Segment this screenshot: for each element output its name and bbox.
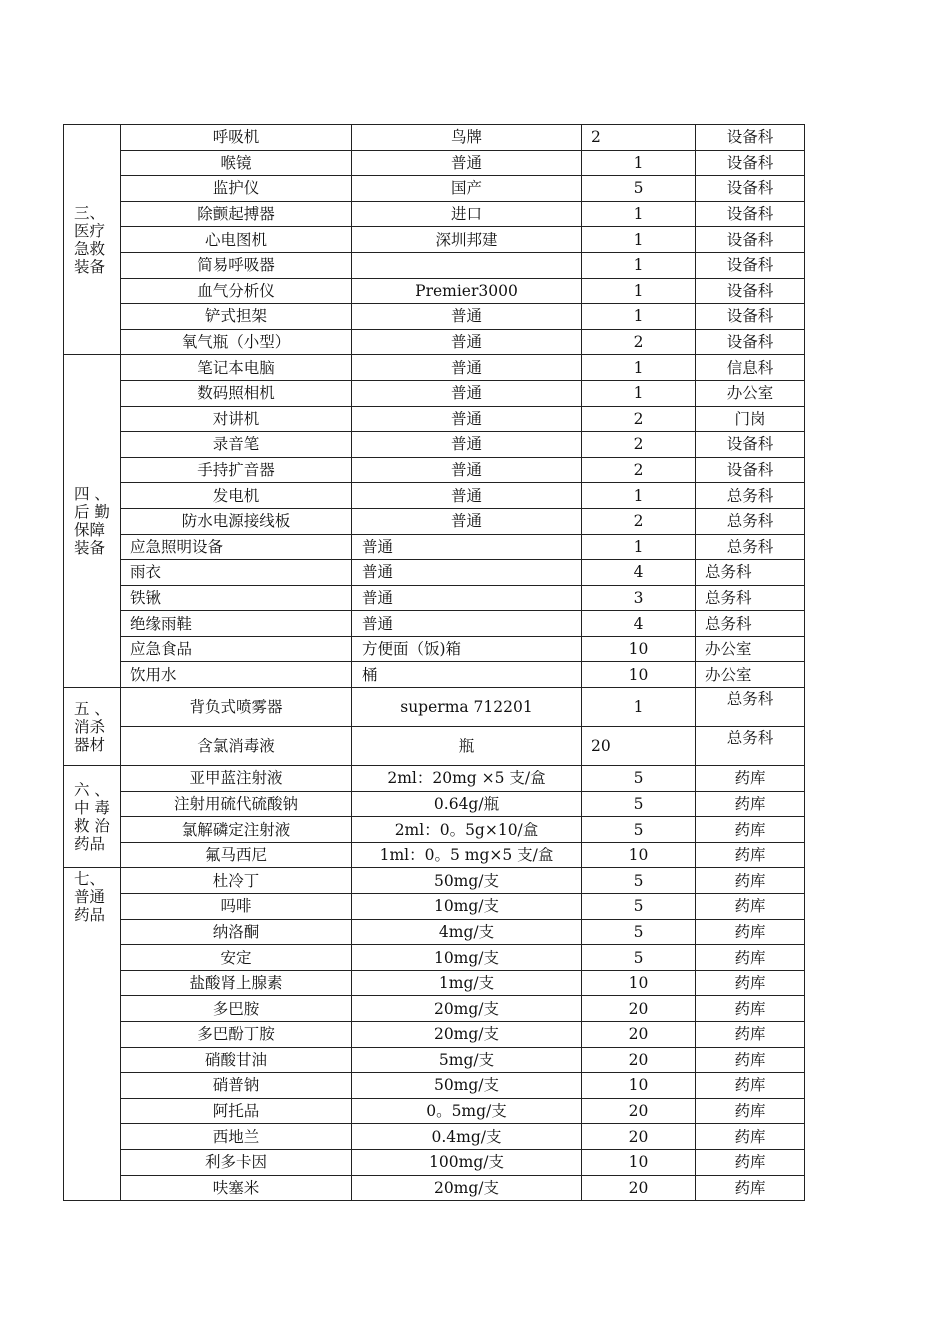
table-row xyxy=(64,1047,805,1073)
item-name-cell: 发电机 xyxy=(121,483,352,509)
item-qty-cell: 2 xyxy=(582,125,696,151)
item-dept-cell: 药库 xyxy=(696,945,805,971)
table-row xyxy=(64,842,805,868)
category-label-line: 器材 xyxy=(74,735,106,754)
item-qty-cell: 5 xyxy=(582,176,696,202)
item-dept-cell: 设备科 xyxy=(696,432,805,458)
item-qty-cell: 2 xyxy=(582,406,696,432)
item-spec-cell: 普通 xyxy=(352,406,582,432)
item-spec-cell: 普通 xyxy=(352,585,582,611)
table-row xyxy=(64,791,805,817)
item-name-cell: 阿托品 xyxy=(121,1098,352,1124)
item-dept-cell: 设备科 xyxy=(696,176,805,202)
item-name-cell: 亚甲蓝注射液 xyxy=(121,766,352,792)
table-row xyxy=(64,150,805,176)
item-qty-cell: 1 xyxy=(582,252,696,278)
table-row xyxy=(64,766,805,792)
table-row xyxy=(64,1124,805,1150)
item-qty-cell: 5 xyxy=(582,945,696,971)
item-dept-cell: 药库 xyxy=(696,842,805,868)
item-qty-cell: 5 xyxy=(582,817,696,843)
table-row xyxy=(64,1022,805,1048)
table-row xyxy=(64,1098,805,1124)
category-label-line: 六 、 xyxy=(74,780,110,799)
category-label-line: 装备 xyxy=(74,257,106,276)
item-dept-cell: 药库 xyxy=(696,791,805,817)
item-name-cell: 绝缘雨鞋 xyxy=(121,611,352,637)
item-dept-cell: 信息科 xyxy=(696,355,805,381)
category-cell xyxy=(64,125,121,355)
item-spec-cell: 普通 xyxy=(352,483,582,509)
category-label-line: 保障 xyxy=(74,521,106,540)
item-name-cell: 杜冷丁 xyxy=(121,868,352,894)
item-dept-cell: 药库 xyxy=(696,1047,805,1073)
item-name-cell: 对讲机 xyxy=(121,406,352,432)
item-dept-cell: 设备科 xyxy=(696,278,805,304)
category-cell xyxy=(64,355,121,688)
table-row xyxy=(64,919,805,945)
table-row xyxy=(64,355,805,381)
item-name-cell: 硝普钠 xyxy=(121,1073,352,1099)
equipment-table xyxy=(63,124,805,1201)
item-qty-cell: 20 xyxy=(582,1175,696,1201)
item-qty-cell: 5 xyxy=(582,868,696,894)
item-spec-cell: 普通 xyxy=(352,611,582,637)
item-name-cell: 含氯消毒液 xyxy=(121,727,352,766)
item-dept-cell: 设备科 xyxy=(696,252,805,278)
item-dept-cell: 总务科 xyxy=(696,688,805,727)
item-spec-cell: 进口 xyxy=(352,201,582,227)
item-dept-cell: 总务科 xyxy=(696,534,805,560)
item-qty-cell: 1 xyxy=(582,304,696,330)
table-row xyxy=(64,560,805,586)
item-spec-cell: superma 712201 xyxy=(352,688,582,727)
item-dept-cell: 药库 xyxy=(696,919,805,945)
item-dept-cell: 药库 xyxy=(696,1098,805,1124)
item-qty-cell: 1 xyxy=(582,201,696,227)
item-dept-cell: 设备科 xyxy=(696,201,805,227)
item-spec-cell: 2ml：20mg ×5 支/盒 xyxy=(352,766,582,792)
item-spec-cell: 10mg/支 xyxy=(352,945,582,971)
item-spec-cell: 0。5mg/支 xyxy=(352,1098,582,1124)
category-label-line: 消杀 xyxy=(74,717,106,736)
item-qty-cell: 10 xyxy=(582,970,696,996)
item-dept-cell: 药库 xyxy=(696,766,805,792)
item-spec-cell: Premier3000 xyxy=(352,278,582,304)
category-label-line: 中 毒 xyxy=(74,798,110,817)
item-name-cell: 血气分析仪 xyxy=(121,278,352,304)
item-dept-cell: 药库 xyxy=(696,970,805,996)
item-qty-cell: 2 xyxy=(582,432,696,458)
item-dept-cell: 办公室 xyxy=(696,380,805,406)
item-spec-cell xyxy=(352,252,582,278)
item-qty-cell: 1 xyxy=(582,688,696,727)
item-dept-cell: 总务科 xyxy=(696,585,805,611)
item-qty-cell: 1 xyxy=(582,150,696,176)
item-spec-cell: 20mg/支 xyxy=(352,1175,582,1201)
item-qty-cell: 1 xyxy=(582,483,696,509)
table-row xyxy=(64,945,805,971)
item-spec-cell: 0.4mg/支 xyxy=(352,1124,582,1150)
item-qty-cell: 5 xyxy=(582,766,696,792)
category-label-line: 五 、 xyxy=(74,699,110,718)
item-qty-cell: 2 xyxy=(582,508,696,534)
item-dept-cell: 总务科 xyxy=(696,508,805,534)
item-name-cell: 呋塞米 xyxy=(121,1175,352,1201)
table-row xyxy=(64,432,805,458)
table-row xyxy=(64,636,805,662)
item-spec-cell: 普通 xyxy=(352,432,582,458)
category-label-line: 七、 xyxy=(74,870,106,889)
item-dept-cell: 药库 xyxy=(696,1073,805,1099)
item-spec-cell: 普通 xyxy=(352,508,582,534)
item-qty-cell: 20 xyxy=(582,1124,696,1150)
item-spec-cell: 普通 xyxy=(352,560,582,586)
category-label-line: 急救 xyxy=(74,239,106,258)
item-name-cell: 安定 xyxy=(121,945,352,971)
item-dept-cell: 办公室 xyxy=(696,636,805,662)
item-qty-cell: 20 xyxy=(582,996,696,1022)
table-row xyxy=(64,483,805,509)
item-dept-cell: 药库 xyxy=(696,996,805,1022)
table-row xyxy=(64,727,805,766)
item-spec-cell: 2ml：0。5g×10/盒 xyxy=(352,817,582,843)
item-qty-cell: 5 xyxy=(582,894,696,920)
item-name-cell: 硝酸甘油 xyxy=(121,1047,352,1073)
category-label-line: 医疗 xyxy=(74,221,106,240)
table-row xyxy=(64,970,805,996)
table-row xyxy=(64,406,805,432)
item-qty-cell: 10 xyxy=(582,842,696,868)
item-qty-cell: 10 xyxy=(582,1149,696,1175)
table-row xyxy=(64,534,805,560)
item-dept-cell: 药库 xyxy=(696,1124,805,1150)
item-qty-cell: 1 xyxy=(582,355,696,381)
item-spec-cell: 普通 xyxy=(352,457,582,483)
table-row xyxy=(64,868,805,894)
table-row xyxy=(64,201,805,227)
table-row xyxy=(64,278,805,304)
item-dept-cell: 设备科 xyxy=(696,227,805,253)
item-spec-cell: 1mg/支 xyxy=(352,970,582,996)
item-spec-cell: 鸟牌 xyxy=(352,125,582,151)
category-cell xyxy=(64,688,121,766)
table-row xyxy=(64,662,805,688)
item-spec-cell: 1ml：0。5 mg×5 支/盒 xyxy=(352,842,582,868)
item-name-cell: 录音笔 xyxy=(121,432,352,458)
item-name-cell: 应急照明设备 xyxy=(121,534,352,560)
table-row xyxy=(64,508,805,534)
category-label-line: 药品 xyxy=(74,906,106,925)
item-qty-cell: 3 xyxy=(582,585,696,611)
category-label-line: 救 治 xyxy=(74,816,110,835)
item-name-cell: 纳洛酮 xyxy=(121,919,352,945)
table-row xyxy=(64,894,805,920)
item-name-cell: 数码照相机 xyxy=(121,380,352,406)
item-qty-cell: 10 xyxy=(582,662,696,688)
table-row xyxy=(64,1149,805,1175)
item-name-cell: 吗啡 xyxy=(121,894,352,920)
item-dept-cell: 总务科 xyxy=(696,560,805,586)
item-name-cell: 氧气瓶（小型） xyxy=(121,329,352,355)
table-row xyxy=(64,688,805,727)
category-label-line: 装备 xyxy=(74,539,106,558)
item-name-cell: 手持扩音器 xyxy=(121,457,352,483)
item-spec-cell: 20mg/支 xyxy=(352,996,582,1022)
table-row xyxy=(64,1073,805,1099)
item-qty-cell: 1 xyxy=(582,534,696,560)
table-row xyxy=(64,329,805,355)
table-row xyxy=(64,252,805,278)
item-spec-cell: 4mg/支 xyxy=(352,919,582,945)
table-row xyxy=(64,304,805,330)
item-name-cell: 背负式喷雾器 xyxy=(121,688,352,727)
category-cell xyxy=(64,868,121,1201)
item-name-cell: 盐酸肾上腺素 xyxy=(121,970,352,996)
item-name-cell: 防水电源接线板 xyxy=(121,508,352,534)
item-name-cell: 应急食品 xyxy=(121,636,352,662)
item-name-cell: 笔记本电脑 xyxy=(121,355,352,381)
item-qty-cell: 1 xyxy=(582,227,696,253)
item-spec-cell: 100mg/支 xyxy=(352,1149,582,1175)
item-spec-cell: 深圳邦建 xyxy=(352,227,582,253)
item-dept-cell: 设备科 xyxy=(696,150,805,176)
item-qty-cell: 10 xyxy=(582,1073,696,1099)
item-name-cell: 西地兰 xyxy=(121,1124,352,1150)
item-dept-cell: 药库 xyxy=(696,1022,805,1048)
table-row xyxy=(64,176,805,202)
item-name-cell: 注射用硫代硫酸钠 xyxy=(121,791,352,817)
table-row xyxy=(64,817,805,843)
item-name-cell: 喉镜 xyxy=(121,150,352,176)
item-dept-cell: 药库 xyxy=(696,1175,805,1201)
item-name-cell: 多巴酚丁胺 xyxy=(121,1022,352,1048)
item-qty-cell: 5 xyxy=(582,919,696,945)
item-spec-cell: 普通 xyxy=(352,329,582,355)
item-qty-cell: 20 xyxy=(582,1047,696,1073)
table-row xyxy=(64,125,805,151)
item-spec-cell: 50mg/支 xyxy=(352,1073,582,1099)
item-name-cell: 铁锹 xyxy=(121,585,352,611)
item-qty-cell: 10 xyxy=(582,636,696,662)
item-name-cell: 雨衣 xyxy=(121,560,352,586)
item-spec-cell: 普通 xyxy=(352,304,582,330)
item-spec-cell: 5mg/支 xyxy=(352,1047,582,1073)
category-label-line: 三、 xyxy=(74,203,106,222)
item-spec-cell: 桶 xyxy=(352,662,582,688)
item-spec-cell: 20mg/支 xyxy=(352,1022,582,1048)
item-dept-cell: 药库 xyxy=(696,817,805,843)
item-dept-cell: 门岗 xyxy=(696,406,805,432)
item-dept-cell: 设备科 xyxy=(696,304,805,330)
item-spec-cell: 50mg/支 xyxy=(352,868,582,894)
item-name-cell: 呼吸机 xyxy=(121,125,352,151)
item-dept-cell: 总务科 xyxy=(696,483,805,509)
item-dept-cell: 办公室 xyxy=(696,662,805,688)
table-row xyxy=(64,996,805,1022)
item-qty-cell: 4 xyxy=(582,611,696,637)
item-name-cell: 监护仪 xyxy=(121,176,352,202)
item-qty-cell: 20 xyxy=(582,1098,696,1124)
item-spec-cell: 普通 xyxy=(352,534,582,560)
item-name-cell: 氟马西尼 xyxy=(121,842,352,868)
item-name-cell: 多巴胺 xyxy=(121,996,352,1022)
item-name-cell: 氯解磷定注射液 xyxy=(121,817,352,843)
category-label-line: 后 勤 xyxy=(74,503,110,522)
item-dept-cell: 设备科 xyxy=(696,457,805,483)
category-label-line: 四 、 xyxy=(74,485,110,504)
item-qty-cell: 4 xyxy=(582,560,696,586)
category-label-line: 普通 xyxy=(74,888,106,907)
item-spec-cell: 方便面（饭)箱 xyxy=(352,636,582,662)
table-row xyxy=(64,227,805,253)
table-row xyxy=(64,1175,805,1201)
item-spec-cell: 普通 xyxy=(352,150,582,176)
item-dept-cell: 总务科 xyxy=(696,611,805,637)
item-dept-cell: 药库 xyxy=(696,894,805,920)
table-row xyxy=(64,585,805,611)
item-dept-cell: 药库 xyxy=(696,868,805,894)
item-spec-cell: 国产 xyxy=(352,176,582,202)
item-spec-cell: 普通 xyxy=(352,380,582,406)
item-qty-cell: 20 xyxy=(582,1022,696,1048)
item-qty-cell: 2 xyxy=(582,457,696,483)
item-name-cell: 铲式担架 xyxy=(121,304,352,330)
item-spec-cell: 普通 xyxy=(352,355,582,381)
item-name-cell: 简易呼吸器 xyxy=(121,252,352,278)
table-row xyxy=(64,611,805,637)
category-label-line: 药品 xyxy=(74,834,106,853)
item-spec-cell: 瓶 xyxy=(352,727,582,766)
item-dept-cell: 总务科 xyxy=(696,727,805,766)
item-qty-cell: 2 xyxy=(582,329,696,355)
item-name-cell: 利多卡因 xyxy=(121,1149,352,1175)
item-spec-cell: 0.64g/瓶 xyxy=(352,791,582,817)
item-qty-cell: 5 xyxy=(582,791,696,817)
item-dept-cell: 药库 xyxy=(696,1149,805,1175)
item-spec-cell: 10mg/支 xyxy=(352,894,582,920)
item-dept-cell: 设备科 xyxy=(696,329,805,355)
item-qty-cell: 20 xyxy=(582,727,696,766)
table-row xyxy=(64,380,805,406)
item-qty-cell: 1 xyxy=(582,278,696,304)
item-name-cell: 除颤起搏器 xyxy=(121,201,352,227)
item-qty-cell: 1 xyxy=(582,380,696,406)
category-cell xyxy=(64,766,121,868)
table-row xyxy=(64,457,805,483)
item-dept-cell: 设备科 xyxy=(696,125,805,151)
item-name-cell: 心电图机 xyxy=(121,227,352,253)
item-name-cell: 饮用水 xyxy=(121,662,352,688)
